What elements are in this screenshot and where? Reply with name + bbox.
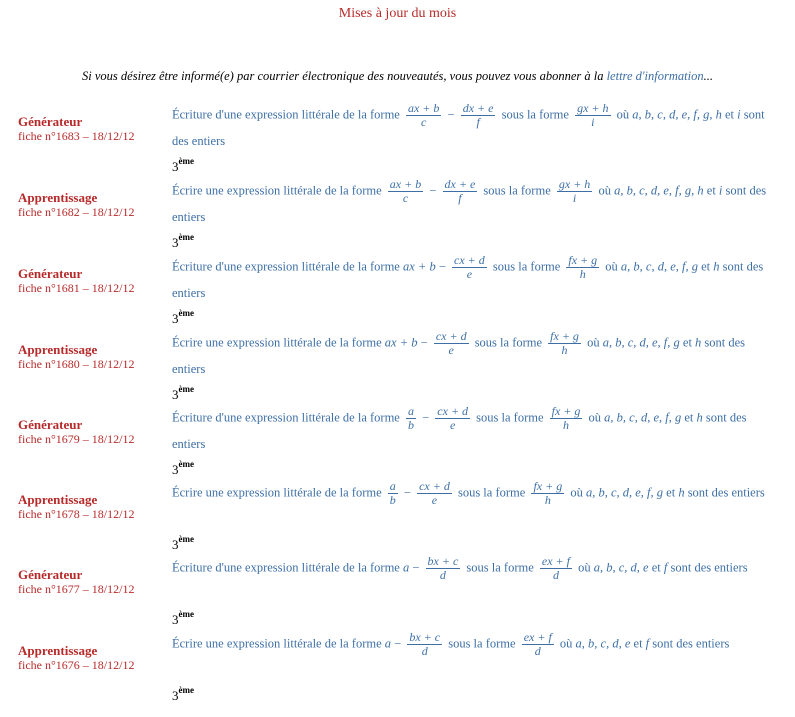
numerator: fx + g <box>550 329 579 343</box>
fraction-target <box>575 102 610 129</box>
description-mid: sous la forme <box>448 636 516 651</box>
level-label <box>172 609 194 628</box>
entry-fiche: fiche n°1676 – 18/12/12 <box>18 658 135 672</box>
fraction-target <box>540 555 572 582</box>
numerator: ax + b <box>407 101 440 115</box>
fraction-first <box>388 480 398 507</box>
variable-list: a, b, c, d, e, f, g <box>602 335 680 350</box>
tail-variable: h <box>713 259 720 274</box>
update-entry <box>0 253 795 340</box>
entry-fiche: fiche n°1679 – 18/12/12 <box>18 432 135 446</box>
level-number: 3 <box>172 688 179 703</box>
entry-meta <box>18 567 168 597</box>
tail-join: et <box>633 636 643 651</box>
description-mid: sous la forme <box>466 560 534 575</box>
operator: − <box>403 485 411 500</box>
entry-fiche: fiche n°1683 – 18/12/12 <box>18 129 135 143</box>
fraction-second <box>435 405 470 432</box>
numerator: a <box>407 404 414 418</box>
entry-type[interactable]: Apprentissage <box>18 342 98 357</box>
fraction-second <box>407 631 442 658</box>
tail-end: sont des entiers <box>687 485 765 500</box>
operator: − <box>394 636 402 651</box>
entry-description[interactable] <box>172 631 767 658</box>
tail-end: sont des entiers <box>172 107 765 148</box>
intro-suffix: ... <box>703 69 713 83</box>
entry-type[interactable]: Générateur <box>18 114 83 129</box>
fraction-target <box>557 178 592 205</box>
denominator: d <box>421 644 428 658</box>
description-lead: Écriture d'une expression littérale de la forme <box>172 560 400 575</box>
numerator: fx + g <box>533 479 563 493</box>
level-label <box>172 534 194 553</box>
entry-fiche: fiche n°1678 – 18/12/12 <box>18 507 135 521</box>
level-number: 3 <box>172 311 179 326</box>
denominator: h <box>561 343 568 357</box>
description-ou: où <box>605 259 618 274</box>
numerator: bx + c <box>409 630 441 644</box>
newsletter-link[interactable]: lettre d'information <box>606 69 704 83</box>
entry-type[interactable]: Générateur <box>18 266 83 281</box>
description-mid: sous la forme <box>457 485 526 500</box>
level-suffix: ème <box>178 609 194 619</box>
fraction-second <box>452 254 487 281</box>
entry-fiche: fiche n°1682 – 18/12/12 <box>18 205 135 219</box>
level-suffix: ème <box>178 685 194 695</box>
level-suffix: ème <box>178 232 194 242</box>
tail-join: et <box>682 335 692 350</box>
level-suffix: ème <box>178 384 194 394</box>
denominator: e <box>450 418 456 432</box>
numerator: a <box>389 479 396 493</box>
variable-list: a, b, c, d, e <box>575 636 631 651</box>
tail-variable: f <box>663 560 668 575</box>
tail-variable: h <box>678 485 685 500</box>
level-number: 3 <box>172 235 179 250</box>
denominator: c <box>402 191 409 205</box>
update-entry <box>0 630 795 717</box>
numerator: gx + h <box>577 101 609 115</box>
entry-type[interactable]: Apprentissage <box>18 190 98 205</box>
operator: − <box>412 560 420 575</box>
level-number: 3 <box>172 612 179 627</box>
update-entry <box>0 554 795 641</box>
numerator: gx + h <box>558 177 591 191</box>
numerator: cx + d <box>454 253 485 267</box>
description-ou: où <box>587 335 600 350</box>
expression-term: a <box>402 560 410 575</box>
fraction-second <box>434 330 469 357</box>
fraction-target <box>531 480 564 507</box>
operator: − <box>438 259 446 274</box>
tail-end: sont des entiers <box>172 410 747 451</box>
variable-list: a, b, c, d, e, f, g, h <box>614 183 704 198</box>
expression-term: ax + b <box>384 335 418 350</box>
level-label <box>172 459 194 478</box>
tail-end: sont des entiers <box>652 636 730 651</box>
intro-text: Si vous désirez être informé(e) par courrier électronique des nouveautés, vous pouvez vous abonner à la <box>82 69 607 83</box>
level-number: 3 <box>172 537 179 552</box>
fraction-target <box>550 405 583 432</box>
fraction-second <box>426 555 461 582</box>
numerator: ex + f <box>523 630 552 644</box>
fraction-first <box>388 178 423 205</box>
level-number: 3 <box>172 387 179 402</box>
tail-join: et <box>701 259 711 274</box>
operator: − <box>422 410 430 425</box>
denominator: h <box>563 418 570 432</box>
description-ou: où <box>578 560 591 575</box>
level-suffix: ème <box>178 459 194 469</box>
denominator: d <box>439 568 446 582</box>
tail-variable: h <box>696 410 703 425</box>
tail-end: sont des entiers <box>670 560 748 575</box>
entry-description[interactable] <box>172 330 767 381</box>
tail-join: et <box>651 560 661 575</box>
entry-type[interactable]: Générateur <box>18 567 83 582</box>
tail-variable: h <box>695 335 702 350</box>
tail-end: sont des entiers <box>172 259 764 300</box>
tail-variable: i <box>737 107 741 122</box>
tail-end: sont des entiers <box>172 183 767 224</box>
denominator: h <box>579 267 586 281</box>
expression-term: a <box>384 636 392 651</box>
tail-join: et <box>666 485 676 500</box>
entry-type[interactable]: Générateur <box>18 417 83 432</box>
fraction-target <box>548 330 581 357</box>
level-suffix: ème <box>178 308 194 318</box>
description-ou: où <box>598 183 611 198</box>
operator: − <box>420 335 428 350</box>
description-lead: Écrire une expression littérale de la forme <box>172 183 382 198</box>
operator: − <box>429 183 437 198</box>
level-label <box>172 384 194 403</box>
description-ou: où <box>559 636 573 651</box>
fraction-first <box>406 405 416 432</box>
entry-type[interactable]: Apprentissage <box>18 643 98 658</box>
entry-meta <box>18 492 168 522</box>
level-number: 3 <box>172 462 179 477</box>
description-lead: Écriture d'une expression littérale de la forme <box>172 107 400 122</box>
tail-join: et <box>684 410 694 425</box>
denominator: b <box>389 493 396 507</box>
entry-fiche: fiche n°1680 – 18/12/12 <box>18 357 135 371</box>
variable-list: a, b, c, d, e, f, g <box>620 259 698 274</box>
numerator: ax + b <box>389 177 422 191</box>
denominator: f <box>458 191 462 205</box>
page-title: Mises à jour du mois <box>338 6 457 21</box>
denominator: d <box>552 568 559 582</box>
denominator: i <box>572 191 577 205</box>
description-mid: sous la forme <box>483 183 551 198</box>
tail-variable: f <box>645 636 650 651</box>
entry-description[interactable] <box>172 254 767 305</box>
denominator: b <box>407 418 414 432</box>
denominator: d <box>534 644 541 658</box>
level-number: 3 <box>172 159 179 174</box>
description-lead: Écriture d'une expression littérale de la forme <box>172 259 400 274</box>
denominator: e <box>448 343 454 357</box>
numerator: fx + g <box>568 253 598 267</box>
entry-meta <box>18 266 168 296</box>
entry-fiche: fiche n°1677 – 18/12/12 <box>18 582 135 596</box>
description-lead: Écrire une expression littérale de la forme <box>172 485 382 500</box>
numerator: fx + g <box>551 404 581 418</box>
fraction-second <box>417 480 452 507</box>
tail-join: et <box>706 183 716 198</box>
expression-term: ax + b <box>402 259 436 274</box>
description-lead: Écrire une expression littérale de la forme <box>172 335 382 350</box>
fraction-target <box>522 631 554 658</box>
tail-variable: i <box>718 183 723 198</box>
entry-meta <box>18 342 168 372</box>
numerator: dx + e <box>444 177 476 191</box>
level-label <box>172 685 194 704</box>
fraction-second <box>443 178 478 205</box>
numerator: cx + d <box>437 404 469 418</box>
variable-list: a, b, c, d, e, f, g, h <box>632 107 722 122</box>
numerator: bx + c <box>427 554 459 568</box>
numerator: cx + d <box>419 479 450 493</box>
level-suffix: ème <box>178 534 194 544</box>
update-entry <box>0 177 795 264</box>
description-ou: où <box>616 107 630 122</box>
entry-description[interactable] <box>172 555 767 582</box>
variable-list: a, b, c, d, e, f, g <box>585 485 664 500</box>
entry-meta <box>18 190 168 220</box>
description-lead: Écrire une expression littérale de la forme <box>172 636 382 651</box>
denominator: e <box>431 493 438 507</box>
entry-description[interactable] <box>172 178 767 229</box>
operator: − <box>447 107 455 122</box>
description-mid: sous la forme <box>474 335 543 350</box>
entry-description[interactable] <box>172 480 767 507</box>
description-ou: où <box>570 485 583 500</box>
denominator: c <box>421 115 427 129</box>
level-label <box>172 308 194 327</box>
level-suffix: ème <box>178 156 194 166</box>
variable-list: a, b, c, d, e, f, g <box>604 410 682 425</box>
denominator: e <box>466 267 473 281</box>
entry-fiche: fiche n°1681 – 18/12/12 <box>18 281 135 295</box>
entry-description[interactable] <box>172 102 767 153</box>
level-label <box>172 232 194 251</box>
fraction-second <box>461 102 496 129</box>
denominator: i <box>591 115 595 129</box>
newsletter-intro <box>0 69 795 84</box>
fraction-target <box>566 254 599 281</box>
numerator: cx + d <box>435 329 467 343</box>
entry-meta <box>18 417 168 447</box>
description-mid: sous la forme <box>492 259 561 274</box>
description-mid: sous la forme <box>476 410 544 425</box>
denominator: f <box>476 115 480 129</box>
description-ou: où <box>588 410 602 425</box>
entry-meta <box>18 643 168 673</box>
numerator: dx + e <box>462 101 494 115</box>
level-label <box>172 156 194 175</box>
tail-end: sont des entiers <box>172 335 746 376</box>
fraction-first <box>406 102 441 129</box>
tail-join: et <box>724 107 735 122</box>
variable-list: a, b, c, d, e <box>593 560 649 575</box>
description-mid: sous la forme <box>501 107 569 122</box>
numerator: ex + f <box>541 554 570 568</box>
denominator: h <box>544 493 551 507</box>
entry-type[interactable]: Apprentissage <box>18 492 98 507</box>
entry-description[interactable] <box>172 405 767 456</box>
description-lead: Écriture d'une expression littérale de la forme <box>172 410 400 425</box>
entry-meta <box>18 114 168 144</box>
